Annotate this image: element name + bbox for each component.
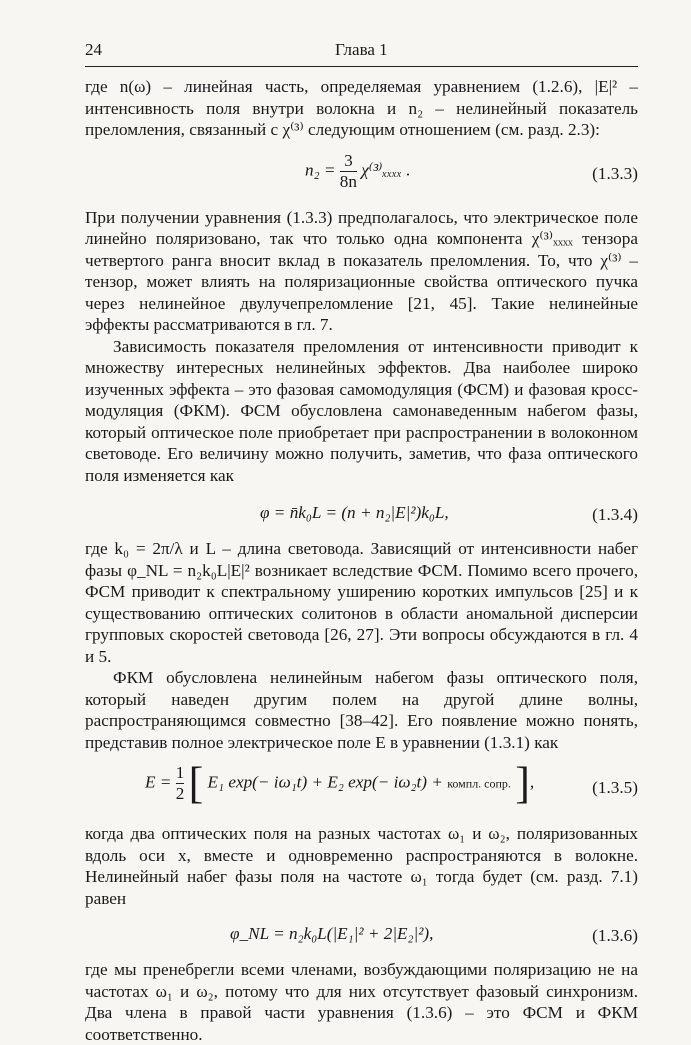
equation-1-3-6 bbox=[85, 921, 638, 947]
equation-1-3-3 bbox=[85, 151, 638, 197]
eq3-body: E₁ exp(− iω₁t) + E₂ exp(− iω₂t) + bbox=[207, 772, 443, 792]
paragraph-4: где k₀ = 2π/λ и L – длина световода. Зависящий от интенсивности набег фазы φ_NL = n₂k₀L|E|² возникает вследствие ФСМ. Помимо всего прочего, ФСМ приводит к спектральному уширению коротких импульсов [25] и к существованию оптических солитонов в области аномальной дисперсии групповых скоростей световода [26, 27]. Эти вопросы обсуждаются в гл. 4 и 5. bbox=[85, 539, 638, 666]
equation-1-3-5: E = $\frac{1}{2}$ [ E₁ exp(− iω₁t) + E₂ exp(− iω₂t) + компл. сопр. ], (1.3.5) bbox=[145, 758, 638, 808]
eq4-formula: φ_NL = n₂k₀L(|E₁|² + 2|E₂|²), bbox=[230, 924, 434, 943]
eq3-denominator: 2 bbox=[175, 784, 185, 803]
paragraph-6: когда два оптических поля на разных частотах ω₁ и ω₂, поляризованных вдоль оси x, вместе и одновременно распространяются в волокне. Нелинейный набег фазы поля на частоте ω₁ тогда будет (см. разд. 7.1) равен bbox=[85, 824, 638, 908]
paragraph-7: где мы пренебрегли всеми членами, возбуждающими поляризацию не на частотах ω₁ и ω₂, потому что для них отсутствует фазовый синхронизм. Два члена в правой части уравнения (1.3.6) – это ФСМ и ФКМ соответственно. bbox=[85, 960, 638, 1044]
page-number: 24 bbox=[85, 40, 102, 59]
eq2-label: (1.3.4) bbox=[592, 505, 638, 524]
paragraph-1: где n(ω) – линейная часть, определяемая уравнением (1.2.6), |E|² – интенсивность поля внутри волокна и n₂ – нелинейный показатель преломления, связанный с χ⁽³⁾ следующим отношением (см. разд. 2.3): bbox=[85, 77, 638, 139]
page-body bbox=[85, 76, 638, 1045]
eq3-tail: компл. сопр. bbox=[447, 776, 511, 791]
paragraph-5: ФКМ обусловлена нелинейным набегом фазы оптического поля, который наведен другим полем на другой длине волны, распространяющимся совместно [38–42]. Его появление можно понять, представив полное электрическое поле E в уравнении (1.3.1) как bbox=[85, 668, 638, 752]
eq1-fraction bbox=[340, 151, 357, 192]
eq1-lhs: n₂ = bbox=[305, 159, 336, 179]
right-bracket: ] bbox=[515, 758, 530, 808]
eq1-label: (1.3.3) bbox=[592, 163, 638, 183]
eq3-numerator: 1 bbox=[175, 763, 185, 782]
eq1-numerator: 3 bbox=[344, 150, 353, 170]
eq4-label: (1.3.6) bbox=[592, 926, 638, 945]
eq3-fraction bbox=[176, 763, 185, 804]
eq3-label: (1.3.5) bbox=[592, 778, 638, 797]
left-bracket: [ bbox=[188, 758, 204, 808]
header-rule bbox=[85, 66, 638, 67]
paragraph-3: Зависимость показателя преломления от интенсивности приводит к множеству интересных нелинейных эффектов. Два наиболее широко изученных эффекта – это фазовая самомодуляция (ФСМ) и фазовая кросс-модуляция (ФКМ). ФСМ обусловлена самонаведенным набегом фазы, который оптическое поле приобретает при распространении в волоконном световоде. Его величину можно получить, заметив, что фаза оптического поля изменяется как bbox=[85, 336, 638, 485]
eq1-denominator: 8n bbox=[339, 171, 357, 191]
eq1-rhs: χ⁽³⁾ₓₓₓₓ . bbox=[361, 159, 411, 179]
paragraph-2: При получении уравнения (1.3.3) предполагалось, что электрическое поле линейно поляризовано, так что только одна компонента χ⁽³⁾ₓₓₓₓ тензора четвертого ранга вносит вклад в показатель преломления. То, что χ⁽³⁾ – тензор, может влиять на поляризационные свойства оптического пучка через нелинейное двулучепреломление [21, 45]. Такие нелинейные эффекты рассматриваются в гл. 7. bbox=[85, 207, 639, 334]
eq3-lhs: E = bbox=[145, 772, 172, 792]
chapter-title: Глава 1 bbox=[335, 40, 388, 59]
eq2-formula: φ = n̄k₀L = (n + n₂|E|²)k₀L, bbox=[260, 503, 449, 522]
page-header bbox=[85, 40, 638, 66]
equation-1-3-4 bbox=[85, 500, 638, 526]
